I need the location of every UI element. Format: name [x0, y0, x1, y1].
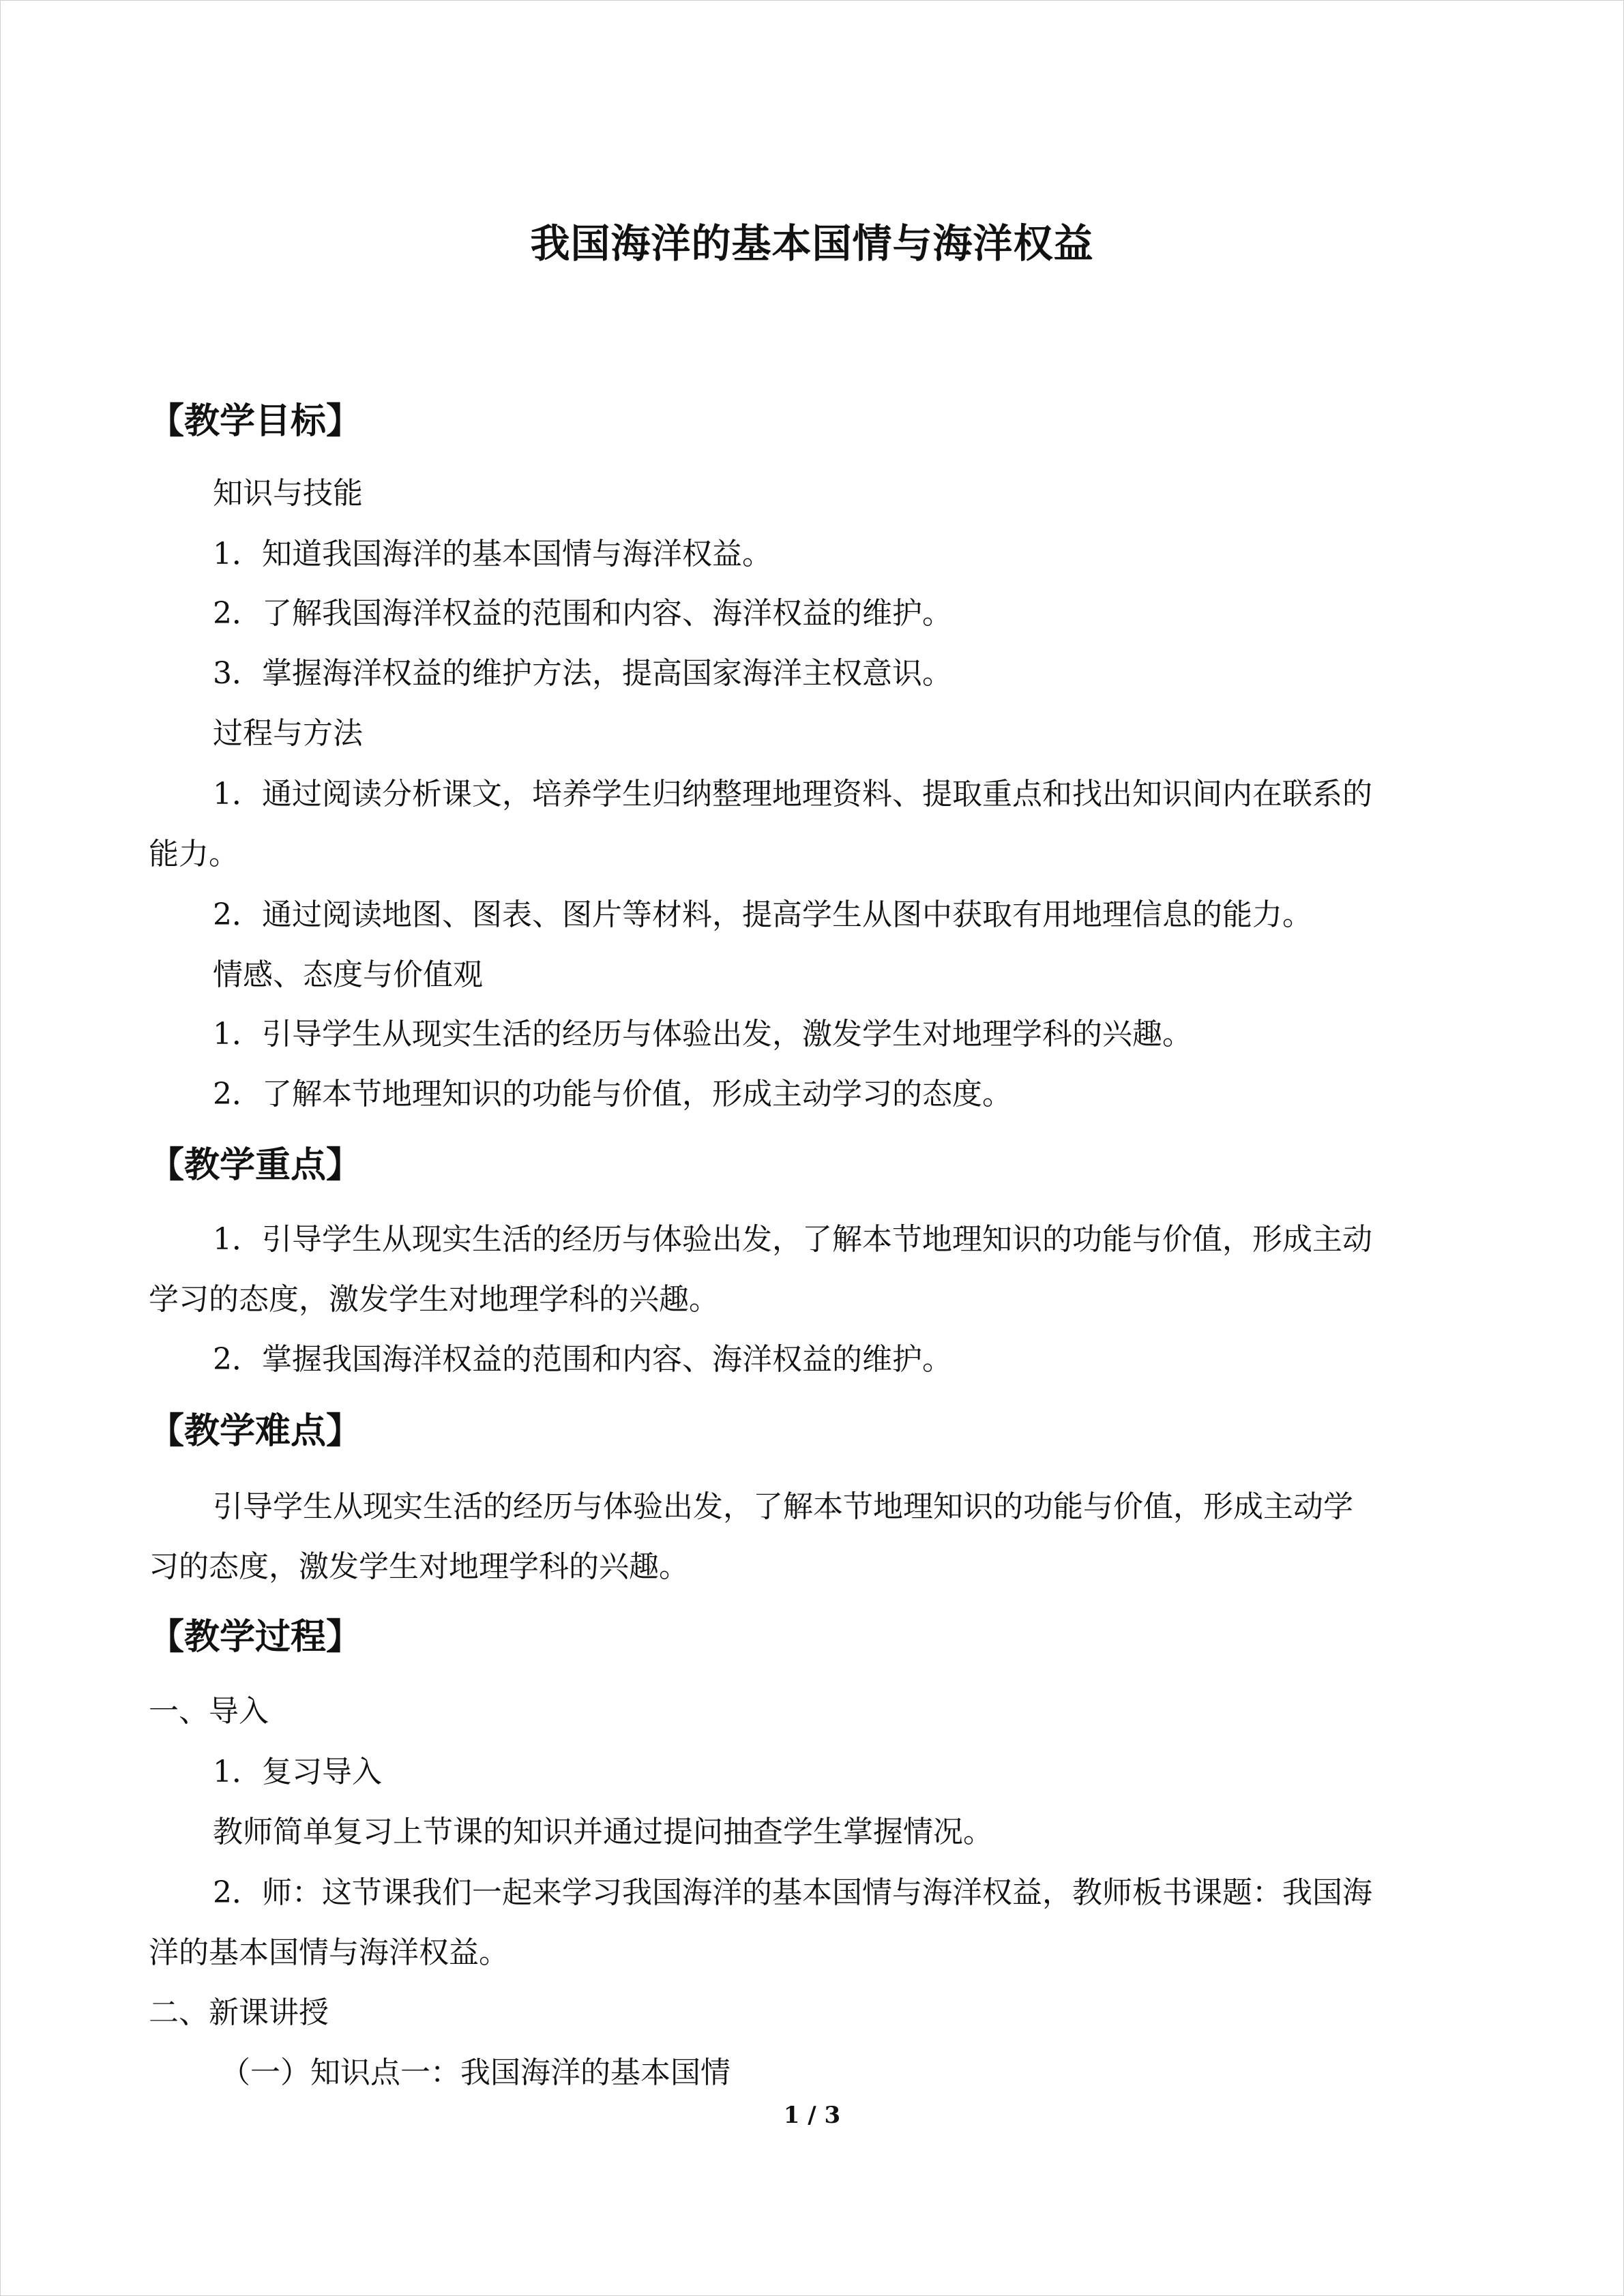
subheading-emotion: 情感、态度与价值观: [213, 957, 483, 992]
process-section-new: 二、新课讲授: [149, 1995, 329, 2030]
heading-process: 【教学过程】: [149, 1617, 362, 1658]
process-knowledge-point: （一）知识点一：我国海洋的基本国情: [220, 2055, 730, 2090]
document-title: 我国海洋的基本国情与海洋权益: [530, 220, 1094, 267]
objective-item: 3．掌握海洋权益的维护方法，提高国家海洋主权意识。: [213, 656, 952, 691]
heading-objectives: 【教学目标】: [149, 401, 362, 442]
objective-item: 1．知道我国海洋的基本国情与海洋权益。: [213, 537, 772, 571]
difficulty-text: 引导学生从现实生活的经历与体验出发，了解本节地理知识的功能与价值，形成主动学: [213, 1489, 1353, 1524]
page-number: 1 / 3: [783, 2102, 841, 2129]
process-item: 2．师：这节课我们一起来学习我国海洋的基本国情与海洋权益，教师板书课题：我国海: [213, 1875, 1372, 1910]
process-item: 1．复习导入: [213, 1755, 382, 1789]
heading-key-points: 【教学重点】: [149, 1145, 362, 1186]
objective-item: 2．了解我国海洋权益的范围和内容、海洋权益的维护。: [213, 596, 952, 631]
process-item-continued: 洋的基本国情与海洋权益。: [149, 1935, 509, 1970]
subheading-knowledge: 知识与技能: [213, 476, 363, 511]
subheading-process: 过程与方法: [213, 716, 363, 751]
process-text: 教师简单复习上节课的知识并通过提问抽查学生掌握情况。: [213, 1815, 993, 1849]
process-section-intro: 一、导入: [149, 1694, 269, 1729]
key-point-item: 2．掌握我国海洋权益的范围和内容、海洋权益的维护。: [213, 1342, 952, 1377]
difficulty-text-continued: 习的态度，激发学生对地理学科的兴趣。: [149, 1549, 689, 1584]
objective-item-continued: 能力。: [149, 837, 239, 871]
objective-item: 2．通过阅读地图、图表、图片等材料，提高学生从图中获取有用地理信息的能力。: [213, 897, 1312, 932]
objective-item: 1．通过阅读分析课文，培养学生归纳整理地理资料、提取重点和找出知识间内在联系的: [213, 777, 1372, 811]
heading-difficulties: 【教学难点】: [149, 1411, 362, 1452]
objective-item: 1．引导学生从现实生活的经历与体验出发，激发学生对地理学科的兴趣。: [213, 1017, 1192, 1052]
objective-item: 2．了解本节地理知识的功能与价值，形成主动学习的态度。: [213, 1077, 1012, 1112]
key-point-item: 1．引导学生从现实生活的经历与体验出发，了解本节地理知识的功能与价值，形成主动: [213, 1222, 1372, 1257]
key-point-item-continued: 学习的态度，激发学生对地理学科的兴趣。: [149, 1282, 719, 1317]
